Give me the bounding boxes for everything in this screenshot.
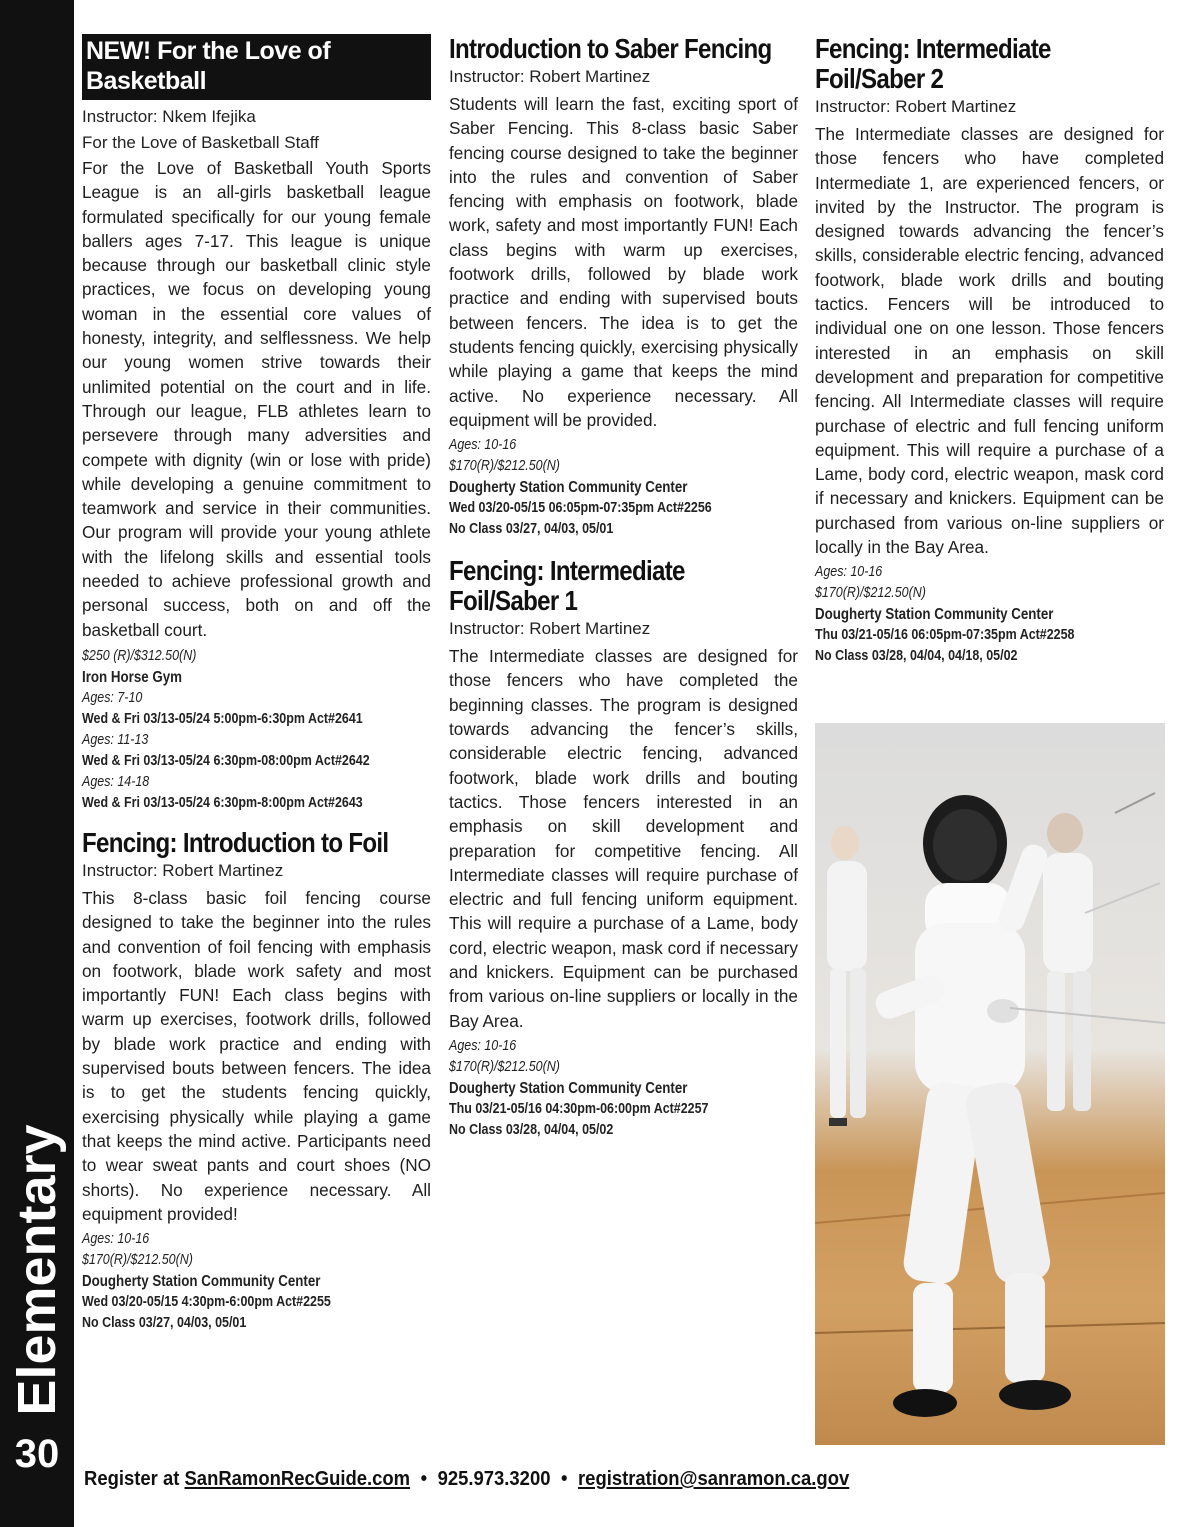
- intermediate-2-ages: Ages: 10-16: [815, 564, 883, 581]
- intermediate-1-no-class: No Class 03/28, 04/04, 05/02: [449, 1121, 614, 1138]
- intro-saber-schedule: Wed 03/20-05/15 06:05pm-07:35pm Act#2256: [449, 500, 712, 517]
- intro-foil-listing: [82, 828, 431, 1334]
- intermediate-2-schedule: Thu 03/21-05/16 06:05pm-07:35pm Act#2258: [815, 627, 1075, 644]
- basketball-location: Iron Horse Gym: [82, 668, 183, 686]
- basketball-price: $250 (R)/$312.50(N): [82, 647, 197, 664]
- intermediate-2-listing: [815, 34, 1164, 667]
- intermediate-1-ages: Ages: 10-16: [449, 1037, 517, 1054]
- intro-saber-location: Dougherty Station Community Center: [449, 479, 688, 497]
- session-ages: Ages: 7-10: [82, 689, 143, 706]
- intermediate-2-location: Dougherty Station Community Center: [815, 606, 1054, 624]
- intermediate-2-instructor: Instructor: Robert Martinez: [815, 97, 1017, 116]
- intermediate-2-no-class: No Class 03/28, 04/04, 04/18, 05/02: [815, 648, 1018, 665]
- separator: •: [561, 1467, 568, 1490]
- intro-saber-instructor: Instructor: Robert Martinez: [449, 67, 651, 86]
- footer: [84, 1467, 849, 1491]
- intro-saber-no-class: No Class 03/27, 04/03, 05/01: [449, 521, 614, 538]
- intermediate-1-location: Dougherty Station Community Center: [449, 1079, 688, 1097]
- session-ages: Ages: 11-13: [82, 731, 149, 748]
- intro-foil-no-class: No Class 03/27, 04/03, 05/01: [82, 1315, 247, 1332]
- intermediate-2-price: $170(R)/$212.50(N): [815, 585, 926, 602]
- website-link[interactable]: SanRamonRecGuide.com: [184, 1467, 411, 1490]
- fencing-photo: [815, 723, 1165, 1445]
- side-tab: [0, 0, 74, 1527]
- intermediate-1-listing: [449, 556, 798, 1141]
- fencers-illustration: [815, 723, 1165, 1445]
- session-schedule: Wed & Fri 03/13-05/24 6:30pm-8:00pm Act#2643: [82, 794, 363, 811]
- intermediate-2-title: Fencing: Intermediate Foil/Saber 2: [815, 33, 1051, 94]
- intro-saber-ages: Ages: 10-16: [449, 437, 517, 454]
- basketball-description: For the Love of Basketball Youth Sports League is an all-girls basketball league formulated specifically for our young female ballers ages 7-17. This league is unique because through our basketball clinic style practices, we focus on developing young woman in the essential core values of honesty, integrity, and selflessness. We help our young women strive towards their unlimited potential on the court and in life. Through our league, FLB athletes learn to persevere through many adversities and compete with dignity (win or lose with pride) while developing a genuine commitment to teamwork and service in their communities. Our program will provide your young athlete with the lifelong skills and essential tools needed to achieve professional growth and personal success, both on and off the basketball court.: [82, 158, 431, 640]
- column-1: [82, 34, 431, 1334]
- intermediate-1-price: $170(R)/$212.50(N): [449, 1058, 560, 1075]
- basketball-staff: For the Love of Basketball Staff: [82, 133, 319, 152]
- intermediate-1-schedule: Thu 03/21-05/16 04:30pm-06:00pm Act#2257: [449, 1100, 709, 1117]
- intro-saber-description: Students will learn the fast, exciting sport of Saber Fencing. This 8-class basic Saber fencing course designed to take the beginner into the rules and convention of Saber fencing with emphasis on footwork, blade work, safety and most importantly FUN! Each class begins with warm up exercises, footwork drills, followed by blade work practice and ending with supervised bouts between fencers. The idea is to get the students fencing quickly, exercising physically while playing a game that keeps the mind active. No experience necessary. All equipment will be provided.: [449, 94, 798, 430]
- page-number: 30: [14, 1432, 60, 1476]
- intro-foil-description: This 8-class basic foil fencing course designed to take the beginner into the rules and convention of foil fencing with emphasis on footwork, blade work safety and most importantly FUN! Each class begins with warm up exercises, footwork drills, followed by blade work practice and ending with supervised bouts between fencers. The idea is to get the students fencing quickly, exercising physically while playing a game that keeps the mind active. Participants need to wear sweat pants and court shoes (NO shorts). No experience necessary. All equipment provided!: [82, 887, 431, 1224]
- intro-foil-instructor: Instructor: Robert Martinez: [82, 860, 284, 880]
- intro-saber-price: $170(R)/$212.50(N): [449, 458, 560, 475]
- session-schedule: Wed & Fri 03/13-05/24 6:30pm-08:00pm Act#2642: [82, 752, 370, 769]
- intro-foil-title: Fencing: Introduction to Foil: [82, 826, 389, 858]
- intro-foil-ages: Ages: 10-16: [82, 1231, 150, 1248]
- email-link[interactable]: registration@sanramon.ca.gov: [578, 1467, 850, 1490]
- session-ages: Ages: 14-18: [82, 773, 150, 790]
- intermediate-1-title: Fencing: Intermediate Foil/Saber 1: [449, 555, 685, 617]
- basketball-listing: [82, 34, 431, 814]
- separator: •: [420, 1467, 428, 1490]
- register-text: Register at: [84, 1467, 180, 1490]
- session-schedule: Wed & Fri 03/13-05/24 5:00pm-6:30pm Act#2641: [82, 710, 363, 727]
- section-label: Elementary: [7, 1124, 67, 1416]
- intermediate-1-instructor: Instructor: Robert Martinez: [449, 619, 651, 639]
- phone-number: 925.973.3200: [437, 1467, 551, 1490]
- intermediate-2-description: The Intermediate classes are designed for those fencers who have completed Intermediate 1, are experienced fencers, or invited by the Instructor. The program is designed towards advancing the fencer’s skills, considerable electric fencing, advanced footwork, blade work drills and bouting tactics. Fencers will be introduced to individual one on one lesson. Those fencers interested in an emphasis on skill development and preparation for competitive fencing. All Intermediate classes will require purchase of electric and full fencing uniform equipment. This will require a purchase of a Lame, body cord, electric weapon, mask cord if necessary and knickers. Equipment can be purchased from various on-line suppliers or locally in the Bay Area.: [815, 124, 1164, 558]
- intro-foil-schedule: Wed 03/20-05/15 4:30pm-6:00pm Act#2255: [82, 1294, 331, 1311]
- intro-saber-title: Introduction to Saber Fencing: [449, 33, 772, 64]
- intermediate-1-description: The Intermediate classes are designed for those fencers who have completed the beginning classes. The program is designed towards advancing the fencer’s skills, considerable electric fencing, advanced footwork, blade work drills and bouting tactics. Those fencers interested in an emphasis on skill development and preparation for competitive fencing. All Intermediate classes will require purchase of electric and full fencing uniform equipment. This will require a purchase of a Lame, body cord, electric weapon, mask cord if necessary and knickers. Equipment can be purchased from various on-line suppliers or locally in the Bay Area.: [449, 646, 798, 1031]
- intro-saber-listing: [449, 34, 798, 540]
- column-2: [449, 34, 798, 1141]
- intro-foil-location: Dougherty Station Community Center: [82, 1273, 321, 1291]
- column-3: [815, 34, 1164, 667]
- basketball-title: NEW! For the Love of Basketball: [82, 34, 431, 100]
- intro-foil-price: $170(R)/$212.50(N): [82, 1252, 193, 1269]
- basketball-instructor: Instructor: Nkem Ifejika: [82, 107, 256, 126]
